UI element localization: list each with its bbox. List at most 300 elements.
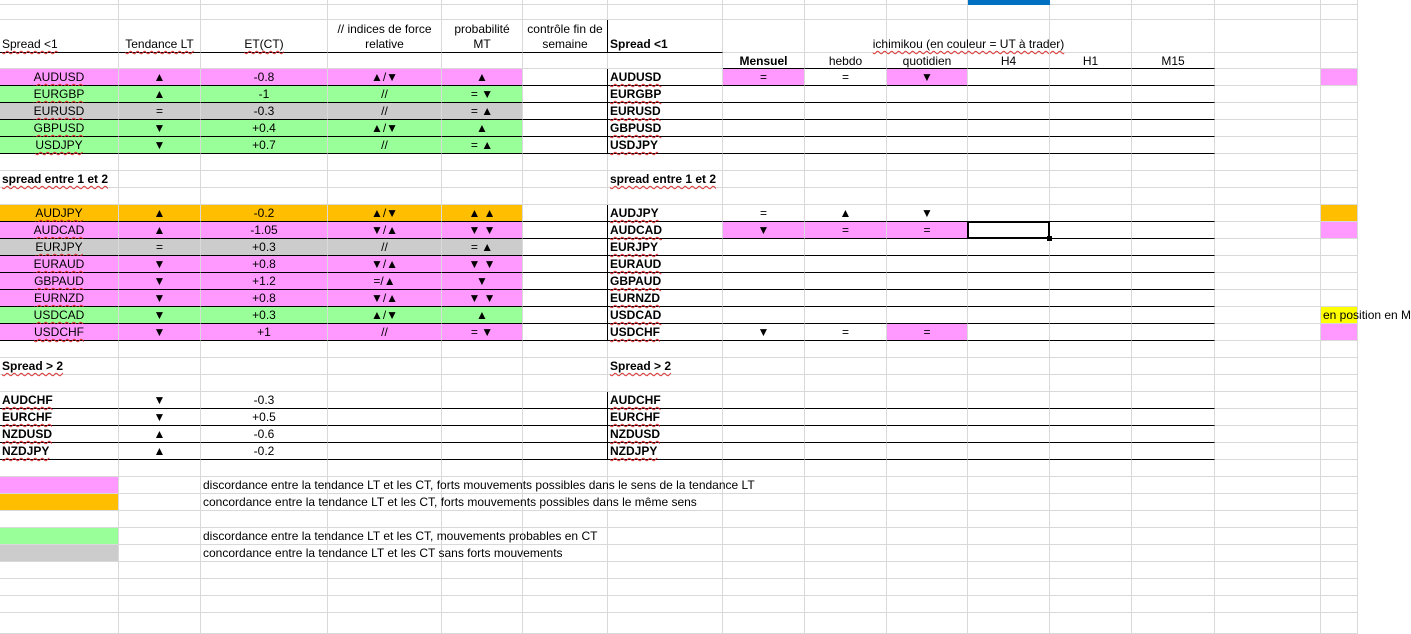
empty-cell[interactable]: [1215, 188, 1321, 205]
empty-cell[interactable]: [1050, 341, 1132, 358]
ichimoku-h1-cell[interactable]: [1050, 222, 1132, 239]
empty-cell[interactable]: [1215, 205, 1321, 222]
empty-cell[interactable]: [0, 5, 119, 20]
empty-cell[interactable]: [1215, 511, 1321, 528]
right-pair-cell[interactable]: [608, 239, 723, 256]
et-cell[interactable]: +0.3: [201, 239, 328, 256]
proba-cell[interactable]: = ▲: [442, 103, 523, 120]
empty-cell[interactable]: [968, 579, 1050, 596]
ichimoku-hebdo-cell[interactable]: [805, 103, 887, 120]
empty-cell[interactable]: [523, 375, 608, 392]
side-marker-cell[interactable]: [1321, 324, 1358, 341]
empty-cell[interactable]: [1215, 20, 1321, 53]
empty-cell[interactable]: [523, 358, 608, 375]
ichimoku-quotidien-cell[interactable]: [887, 307, 968, 324]
empty-cell[interactable]: [442, 596, 523, 613]
et-cell[interactable]: +0.7: [201, 137, 328, 154]
empty-cell[interactable]: [887, 341, 968, 358]
legend-swatch[interactable]: [0, 545, 119, 562]
side-marker-cell[interactable]: [1321, 222, 1358, 239]
et-cell[interactable]: +1.2: [201, 273, 328, 290]
pair-cell[interactable]: [0, 86, 119, 103]
proba-cell[interactable]: ▲: [442, 69, 523, 86]
empty-cell[interactable]: [1215, 5, 1321, 20]
ichimoku-quotidien-cell[interactable]: [887, 137, 968, 154]
empty-cell[interactable]: [201, 341, 328, 358]
empty-cell[interactable]: [328, 562, 442, 579]
empty-cell[interactable]: [201, 579, 328, 596]
empty-cell[interactable]: [723, 562, 805, 579]
ichimoku-hebdo-cell[interactable]: [805, 120, 887, 137]
proba-cell[interactable]: = ▲: [442, 239, 523, 256]
et-cell[interactable]: +0.4: [201, 120, 328, 137]
empty-cell[interactable]: [723, 154, 805, 171]
ichimoku-m15-cell[interactable]: [1132, 273, 1215, 290]
pair-cell[interactable]: [0, 392, 119, 409]
legend-text[interactable]: discordance entre la tendance LT et les CT, mouvements probables en CT: [201, 528, 1215, 545]
right-pair-cell[interactable]: [608, 205, 723, 222]
lt-cell[interactable]: ▼: [119, 307, 201, 324]
ichimoku-hebdo-cell[interactable]: [805, 137, 887, 154]
ichimoku-h1-cell[interactable]: [1050, 426, 1132, 443]
empty-cell[interactable]: [887, 358, 968, 375]
empty-cell[interactable]: [0, 188, 119, 205]
empty-cell[interactable]: [1215, 53, 1321, 69]
empty-cell[interactable]: [1321, 20, 1358, 53]
empty-cell[interactable]: [328, 579, 442, 596]
right-pair-cell[interactable]: [608, 69, 723, 86]
empty-cell[interactable]: [1321, 443, 1358, 460]
empty-cell[interactable]: [1132, 5, 1215, 20]
ichimoku-h4-cell[interactable]: [968, 103, 1050, 120]
ichimoku-quotidien-cell[interactable]: [887, 256, 968, 273]
empty-cell[interactable]: [119, 154, 201, 171]
empty-cell[interactable]: [442, 53, 523, 69]
ichimoku-h4-cell[interactable]: [968, 256, 1050, 273]
ichimoku-quotidien-cell[interactable]: [887, 103, 968, 120]
indices-cell[interactable]: ▲/▼: [328, 120, 442, 137]
empty-cell[interactable]: [608, 596, 723, 613]
ichimoku-h1-cell[interactable]: [1050, 256, 1132, 273]
empty-cell[interactable]: [1215, 545, 1321, 562]
empty-cell[interactable]: [1132, 358, 1215, 375]
proba-cell[interactable]: ▲: [442, 307, 523, 324]
ichimoku-h4-cell[interactable]: [968, 392, 1050, 409]
empty-cell[interactable]: [523, 171, 608, 188]
ichimoku-h4-cell[interactable]: [968, 409, 1050, 426]
indices-cell[interactable]: ▼/▲: [328, 222, 442, 239]
ichimoku-m15-cell[interactable]: [1132, 120, 1215, 137]
right-pair-cell[interactable]: [608, 290, 723, 307]
empty-cell[interactable]: [1321, 494, 1358, 511]
ichimoku-hebdo-cell[interactable]: [805, 307, 887, 324]
empty-cell[interactable]: [805, 579, 887, 596]
empty-cell[interactable]: [968, 5, 1050, 20]
indices-cell[interactable]: ▲/▼: [328, 205, 442, 222]
right-pair-cell[interactable]: [608, 120, 723, 137]
lt-cell[interactable]: ▲: [119, 69, 201, 86]
empty-cell[interactable]: [1215, 120, 1321, 137]
et-cell[interactable]: -0.3: [201, 392, 328, 409]
legend-swatch[interactable]: [0, 477, 119, 494]
indices-cell[interactable]: ▼/▲: [328, 256, 442, 273]
empty-cell[interactable]: [723, 613, 805, 634]
empty-cell[interactable]: [201, 511, 328, 528]
et-cell[interactable]: +0.8: [201, 256, 328, 273]
empty-cell[interactable]: [523, 511, 608, 528]
empty-cell[interactable]: [0, 375, 119, 392]
ichimoku-quotidien-cell[interactable]: [887, 273, 968, 290]
empty-cell[interactable]: [608, 613, 723, 634]
ichimoku-mensuel-cell[interactable]: ▼: [723, 222, 805, 239]
ichimoku-m15-cell[interactable]: [1132, 290, 1215, 307]
controle-cell[interactable]: [523, 443, 608, 460]
controle-cell[interactable]: [523, 222, 608, 239]
et-cell[interactable]: +0.5: [201, 409, 328, 426]
ichimoku-h1-cell[interactable]: [1050, 86, 1132, 103]
empty-cell[interactable]: [805, 511, 887, 528]
empty-cell[interactable]: [201, 53, 328, 69]
empty-cell[interactable]: [0, 562, 119, 579]
empty-cell[interactable]: [968, 460, 1050, 477]
ichimoku-hebdo-cell[interactable]: [805, 256, 887, 273]
empty-cell[interactable]: [1215, 494, 1321, 511]
empty-cell[interactable]: [608, 579, 723, 596]
empty-cell[interactable]: [523, 596, 608, 613]
ichimoku-m15-cell[interactable]: [1132, 239, 1215, 256]
lt-cell[interactable]: ▼: [119, 273, 201, 290]
empty-cell[interactable]: [1215, 86, 1321, 103]
empty-cell[interactable]: [442, 579, 523, 596]
header-tendance[interactable]: [119, 20, 201, 53]
empty-cell[interactable]: [523, 188, 608, 205]
empty-cell[interactable]: [328, 460, 442, 477]
empty-cell[interactable]: [805, 188, 887, 205]
empty-cell[interactable]: [442, 613, 523, 634]
right-pair-cell[interactable]: [608, 392, 723, 409]
ichimoku-m15-cell[interactable]: [1132, 307, 1215, 324]
controle-cell[interactable]: [523, 409, 608, 426]
ichimoku-mensuel-cell[interactable]: =: [723, 205, 805, 222]
empty-cell[interactable]: [608, 562, 723, 579]
pair-cell[interactable]: [0, 256, 119, 273]
empty-cell[interactable]: [887, 188, 968, 205]
empty-cell[interactable]: [968, 596, 1050, 613]
ichimoku-hebdo-cell[interactable]: =: [805, 222, 887, 239]
empty-cell[interactable]: [119, 613, 201, 634]
side-marker-cell[interactable]: [1321, 205, 1358, 222]
empty-cell[interactable]: [1321, 188, 1358, 205]
empty-cell[interactable]: [328, 5, 442, 20]
ichimoku-quotidien-cell[interactable]: =: [887, 222, 968, 239]
empty-cell[interactable]: [1050, 579, 1132, 596]
ichimoku-m15-cell[interactable]: [1132, 256, 1215, 273]
empty-cell[interactable]: [723, 358, 805, 375]
indices-cell[interactable]: ▲/▼: [328, 69, 442, 86]
legend-swatch[interactable]: [0, 528, 119, 545]
empty-cell[interactable]: [968, 613, 1050, 634]
empty-cell[interactable]: [0, 511, 119, 528]
empty-cell[interactable]: [328, 154, 442, 171]
empty-cell[interactable]: [723, 375, 805, 392]
empty-cell[interactable]: [1215, 324, 1321, 341]
controle-cell[interactable]: [523, 273, 608, 290]
legend-swatch[interactable]: [0, 494, 119, 511]
empty-cell[interactable]: [1321, 375, 1358, 392]
indices-cell[interactable]: //: [328, 86, 442, 103]
empty-cell[interactable]: [1215, 443, 1321, 460]
indices-cell[interactable]: ▲/▼: [328, 307, 442, 324]
empty-cell[interactable]: [201, 154, 328, 171]
empty-cell[interactable]: [1132, 154, 1215, 171]
lt-cell[interactable]: ▼: [119, 290, 201, 307]
et-cell[interactable]: +0.3: [201, 307, 328, 324]
right-pair-cell[interactable]: [608, 86, 723, 103]
proba-cell[interactable]: ▼ ▼: [442, 256, 523, 273]
legend-text[interactable]: concordance entre la tendance LT et les CT, forts mouvements possibles dans le même sens: [201, 494, 1215, 511]
ichimoku-quotidien-cell[interactable]: [887, 409, 968, 426]
ichimoku-h4-cell[interactable]: [968, 273, 1050, 290]
ichimoku-mensuel-cell[interactable]: [723, 290, 805, 307]
controle-cell[interactable]: [523, 205, 608, 222]
lt-cell[interactable]: ▼: [119, 409, 201, 426]
ichimoku-hebdo-cell[interactable]: =: [805, 69, 887, 86]
ichimoku-h4-cell[interactable]: [968, 426, 1050, 443]
empty-cell[interactable]: [1132, 511, 1215, 528]
ichimoku-h1-cell[interactable]: [1050, 273, 1132, 290]
empty-cell[interactable]: [442, 562, 523, 579]
tf-header-h1[interactable]: H1: [1050, 53, 1132, 69]
empty-cell[interactable]: [1050, 5, 1132, 20]
lt-cell[interactable]: ▼: [119, 392, 201, 409]
empty-cell[interactable]: [1132, 171, 1215, 188]
ichimoku-h4-cell[interactable]: [968, 443, 1050, 460]
controle-cell[interactable]: [523, 256, 608, 273]
empty-cell[interactable]: [723, 596, 805, 613]
proba-cell[interactable]: ▲: [442, 120, 523, 137]
ichimoku-h1-cell[interactable]: [1050, 307, 1132, 324]
ichimoku-h4-cell[interactable]: [968, 290, 1050, 307]
ichimoku-mensuel-cell[interactable]: [723, 426, 805, 443]
right-group2-title[interactable]: [608, 171, 723, 188]
empty-cell[interactable]: [1215, 562, 1321, 579]
empty-cell[interactable]: [1215, 171, 1321, 188]
empty-cell[interactable]: [723, 171, 805, 188]
right-pair-cell[interactable]: [608, 273, 723, 290]
empty-cell[interactable]: [119, 341, 201, 358]
empty-cell[interactable]: [1050, 511, 1132, 528]
empty-cell[interactable]: [723, 579, 805, 596]
indices-cell[interactable]: ▼/▲: [328, 290, 442, 307]
ichimoku-hebdo-cell[interactable]: [805, 426, 887, 443]
empty-cell[interactable]: [1321, 103, 1358, 120]
empty-cell[interactable]: [201, 358, 328, 375]
ichimoku-quotidien-cell[interactable]: ▼: [887, 69, 968, 86]
empty-cell[interactable]: [119, 596, 201, 613]
et-cell[interactable]: -0.2: [201, 443, 328, 460]
ichimoku-hebdo-cell[interactable]: =: [805, 324, 887, 341]
ichimoku-header[interactable]: [723, 20, 1215, 53]
empty-cell[interactable]: [1050, 596, 1132, 613]
empty-cell[interactable]: [1215, 409, 1321, 426]
controle-cell[interactable]: [523, 426, 608, 443]
controle-cell[interactable]: [523, 137, 608, 154]
ichimoku-h1-cell[interactable]: [1050, 103, 1132, 120]
empty-cell[interactable]: [805, 613, 887, 634]
empty-cell[interactable]: [523, 5, 608, 20]
empty-cell[interactable]: [1215, 256, 1321, 273]
empty-cell[interactable]: [1132, 460, 1215, 477]
empty-cell[interactable]: [968, 171, 1050, 188]
ichimoku-hebdo-cell[interactable]: [805, 409, 887, 426]
empty-cell[interactable]: [119, 188, 201, 205]
empty-cell[interactable]: [1321, 290, 1358, 307]
empty-cell[interactable]: [1132, 188, 1215, 205]
empty-cell[interactable]: [119, 579, 201, 596]
ichimoku-mensuel-cell[interactable]: [723, 443, 805, 460]
proba-cell[interactable]: = ▲: [442, 137, 523, 154]
empty-cell[interactable]: [723, 511, 805, 528]
right-group3-title[interactable]: [608, 358, 723, 375]
right-pair-cell[interactable]: [608, 137, 723, 154]
controle-cell[interactable]: [523, 86, 608, 103]
ichimoku-mensuel-cell[interactable]: [723, 239, 805, 256]
side-marker-cell[interactable]: en position en M: [1323, 308, 1411, 322]
empty-cell[interactable]: [887, 171, 968, 188]
ichimoku-m15-cell[interactable]: [1132, 409, 1215, 426]
empty-cell[interactable]: [1215, 222, 1321, 239]
empty-cell[interactable]: [328, 511, 442, 528]
lt-cell[interactable]: ▼: [119, 137, 201, 154]
empty-cell[interactable]: [723, 5, 805, 20]
ichimoku-mensuel-cell[interactable]: [723, 137, 805, 154]
empty-cell[interactable]: [968, 341, 1050, 358]
empty-cell[interactable]: [1321, 154, 1358, 171]
empty-cell[interactable]: [328, 596, 442, 613]
empty-cell[interactable]: [887, 154, 968, 171]
empty-cell[interactable]: [1321, 613, 1358, 634]
right-pair-cell[interactable]: [608, 222, 723, 239]
indices-cell[interactable]: =/▲: [328, 273, 442, 290]
ichimoku-h1-cell[interactable]: [1050, 239, 1132, 256]
empty-cell[interactable]: [119, 358, 201, 375]
ichimoku-h4-cell[interactable]: [968, 239, 1050, 256]
empty-cell[interactable]: [1050, 154, 1132, 171]
ichimoku-h1-cell[interactable]: [1050, 120, 1132, 137]
empty-cell[interactable]: [805, 171, 887, 188]
indices-cell[interactable]: //: [328, 103, 442, 120]
empty-cell[interactable]: [1215, 137, 1321, 154]
group3-title[interactable]: [0, 358, 119, 375]
empty-cell[interactable]: [1321, 53, 1358, 69]
empty-cell[interactable]: [723, 188, 805, 205]
proba-cell[interactable]: ▼ ▼: [442, 222, 523, 239]
empty-cell[interactable]: [805, 562, 887, 579]
fill-handle[interactable]: [1047, 236, 1052, 241]
group2-title[interactable]: [0, 171, 201, 188]
lt-cell[interactable]: ▲: [119, 443, 201, 460]
lt-cell[interactable]: ▼: [119, 120, 201, 137]
tf-header-hebdo[interactable]: hebdo: [805, 53, 887, 69]
pair-cell[interactable]: [0, 273, 119, 290]
empty-cell[interactable]: [1321, 596, 1358, 613]
pair-cell[interactable]: [0, 239, 119, 256]
ichimoku-h4-cell[interactable]: [968, 205, 1050, 222]
empty-cell[interactable]: [1050, 188, 1132, 205]
ichimoku-quotidien-cell[interactable]: [887, 426, 968, 443]
empty-cell[interactable]: [523, 579, 608, 596]
empty-cell[interactable]: [1321, 341, 1358, 358]
ichimoku-mensuel-cell[interactable]: [723, 120, 805, 137]
empty-cell[interactable]: [1215, 392, 1321, 409]
empty-cell[interactable]: [201, 375, 328, 392]
indices-cell[interactable]: //: [328, 324, 442, 341]
empty-cell[interactable]: [201, 171, 328, 188]
empty-cell[interactable]: [608, 375, 723, 392]
header-spread[interactable]: [0, 20, 119, 53]
et-cell[interactable]: +1: [201, 324, 328, 341]
empty-cell[interactable]: [119, 375, 201, 392]
ichimoku-mensuel-cell[interactable]: [723, 86, 805, 103]
ichimoku-quotidien-cell[interactable]: ▼: [887, 205, 968, 222]
empty-cell[interactable]: [119, 528, 201, 545]
empty-cell[interactable]: [1321, 171, 1358, 188]
empty-cell[interactable]: [1132, 562, 1215, 579]
proba-cell[interactable]: ▲ ▲: [442, 205, 523, 222]
empty-cell[interactable]: [805, 460, 887, 477]
empty-cell[interactable]: [442, 341, 523, 358]
empty-cell[interactable]: [1215, 579, 1321, 596]
empty-cell[interactable]: [1215, 154, 1321, 171]
empty-cell[interactable]: [968, 154, 1050, 171]
ichimoku-quotidien-cell[interactable]: [887, 86, 968, 103]
empty-cell[interactable]: [442, 460, 523, 477]
empty-cell[interactable]: [201, 613, 328, 634]
empty-cell[interactable]: [1215, 375, 1321, 392]
indices-cell[interactable]: //: [328, 239, 442, 256]
ichimoku-mensuel-cell[interactable]: [723, 307, 805, 324]
ichimoku-hebdo-cell[interactable]: [805, 443, 887, 460]
empty-cell[interactable]: [328, 613, 442, 634]
empty-cell[interactable]: [119, 545, 201, 562]
indices-cell[interactable]: [328, 409, 442, 426]
ichimoku-quotidien-cell[interactable]: [887, 120, 968, 137]
lt-cell[interactable]: ▲: [119, 86, 201, 103]
ichimoku-h4-cell[interactable]: [968, 86, 1050, 103]
et-cell[interactable]: +0.8: [201, 290, 328, 307]
empty-cell[interactable]: [442, 5, 523, 20]
empty-cell[interactable]: [328, 53, 442, 69]
empty-cell[interactable]: [119, 5, 201, 20]
empty-cell[interactable]: [523, 460, 608, 477]
empty-cell[interactable]: [442, 188, 523, 205]
empty-cell[interactable]: [1321, 358, 1358, 375]
empty-cell[interactable]: [1321, 239, 1358, 256]
proba-cell[interactable]: = ▼: [442, 86, 523, 103]
lt-cell[interactable]: ▼: [119, 256, 201, 273]
empty-cell[interactable]: [608, 460, 723, 477]
tf-header-mensuel[interactable]: Mensuel: [723, 53, 805, 69]
active-cell-selection[interactable]: [967, 221, 1050, 239]
pair-cell[interactable]: [0, 69, 119, 86]
proba-cell[interactable]: ▼: [442, 273, 523, 290]
pair-cell[interactable]: [0, 120, 119, 137]
legend-text[interactable]: discordance entre la tendance LT et les CT, forts mouvements possibles dans le sens de la tendance LT: [201, 477, 1215, 494]
ichimoku-quotidien-cell[interactable]: [887, 290, 968, 307]
ichimoku-m15-cell[interactable]: [1132, 392, 1215, 409]
empty-cell[interactable]: [1132, 341, 1215, 358]
right-pair-cell[interactable]: [608, 307, 723, 324]
